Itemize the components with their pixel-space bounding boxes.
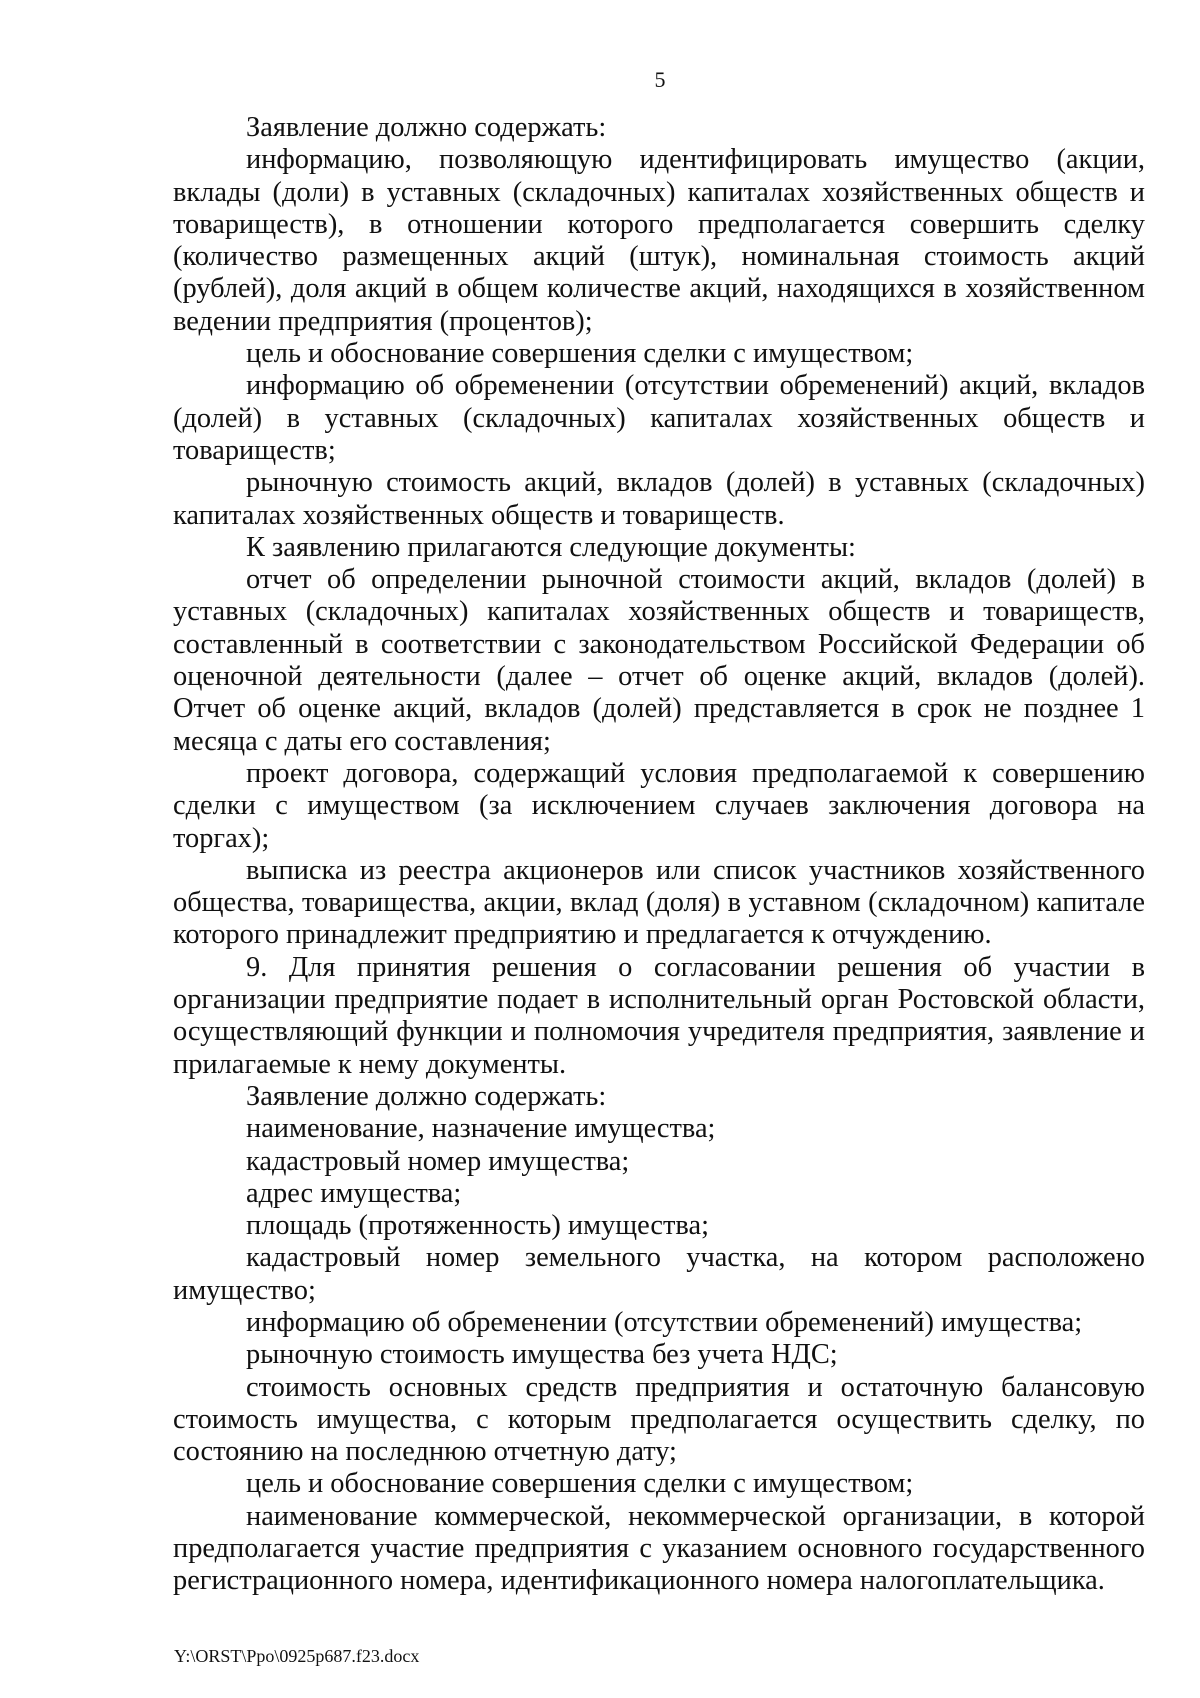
footer-file-path: Y:\ORST\Ppo\0925p687.f23.docx	[174, 1646, 420, 1666]
paragraph: стоимость основных средств предприятия и остаточную балансовую стоимость имущества, с которым предполагается осуществить сделку, по состоянию на последнюю отчетную дату;	[173, 1371, 1145, 1468]
paragraph: Заявление должно содержать:	[246, 1080, 607, 1112]
paragraph: площадь (протяженность) имущества;	[246, 1210, 709, 1242]
paragraph: К заявлению прилагаются следующие документы:	[246, 531, 856, 563]
paragraph: кадастровый номер земельного участка, на котором расположено имущество;	[173, 1242, 1145, 1306]
paragraph: наименование коммерческой, некоммерческой организации, в которой предполагается участие предприятия с указанием основного государственного регистрационного номера, идентификационного номера налогоплательщика.	[173, 1500, 1145, 1597]
paragraph: кадастровый номер имущества;	[246, 1145, 630, 1177]
paragraph: Заявление должно содержать:	[246, 112, 607, 143]
document-body	[173, 112, 1145, 1598]
paragraph: рыночную стоимость имущества без учета НДС;	[246, 1339, 838, 1371]
paragraph: цель и обоснование совершения сделки с имуществом;	[246, 338, 914, 370]
paragraph: наименование, назначение имущества;	[246, 1113, 716, 1145]
section-9-paragraph: 9. Для принятия решения о согласовании решения об участии в организации предприятие подает в исполнительный орган Ростовской области, осуществляющий функции и полномочия учредителя предприятия, заявление и прилагаемые к нему документы.	[173, 951, 1145, 1080]
paragraph: отчет об определении рыночной стоимости акций, вкладов (долей) в уставных (складочных) капиталах хозяйственных обществ и товариществ, составленный в соответствии с законодательством Российской Федерации об оценочной деятельности (далее – отчет об оценке акций, вкладов (долей). Отчет об оценке акций, вкладов (долей) представляется в срок не позднее 1 месяца с даты его составления;	[173, 564, 1145, 757]
paragraph: выписка из реестра акционеров или список участников хозяйственного общества, товарищества, акции, вклад (доля) в уставном (складочном) капитале которого принадлежит предприятию и предлагается к отчуждению.	[173, 854, 1145, 951]
paragraph: цель и обоснование совершения сделки с имуществом;	[246, 1468, 914, 1500]
paragraph: рыночную стоимость акций, вкладов (долей) в уставных (складочных) капиталах хозяйственных обществ и товариществ.	[173, 467, 1145, 531]
paragraph: адрес имущества;	[246, 1177, 462, 1209]
paragraph: проект договора, содержащий условия предполагаемой к совершению сделки с имуществом (за исключением случаев заключения договора на торгах);	[173, 757, 1145, 854]
paragraph: информацию, позволяющую идентифицировать имущество (акции, вклады (доли) в уставных (складочных) капиталах хозяйственных обществ и товариществ), в отношении которого предполагается совершить сделку (количество размещенных акций (штук), номинальная стоимость акций (рублей), доля акций в общем количестве акций, находящихся в хозяйственном ведении предприятия (процентов);	[173, 144, 1145, 337]
page-number: 5	[654, 67, 666, 92]
paragraph: информацию об обременении (отсутствии обременений) имущества;	[246, 1306, 1083, 1338]
paragraph: информацию об обременении (отсутствии обременений) акций, вкладов (долей) в уставных (складочных) капиталах хозяйственных обществ и товариществ;	[173, 370, 1145, 466]
